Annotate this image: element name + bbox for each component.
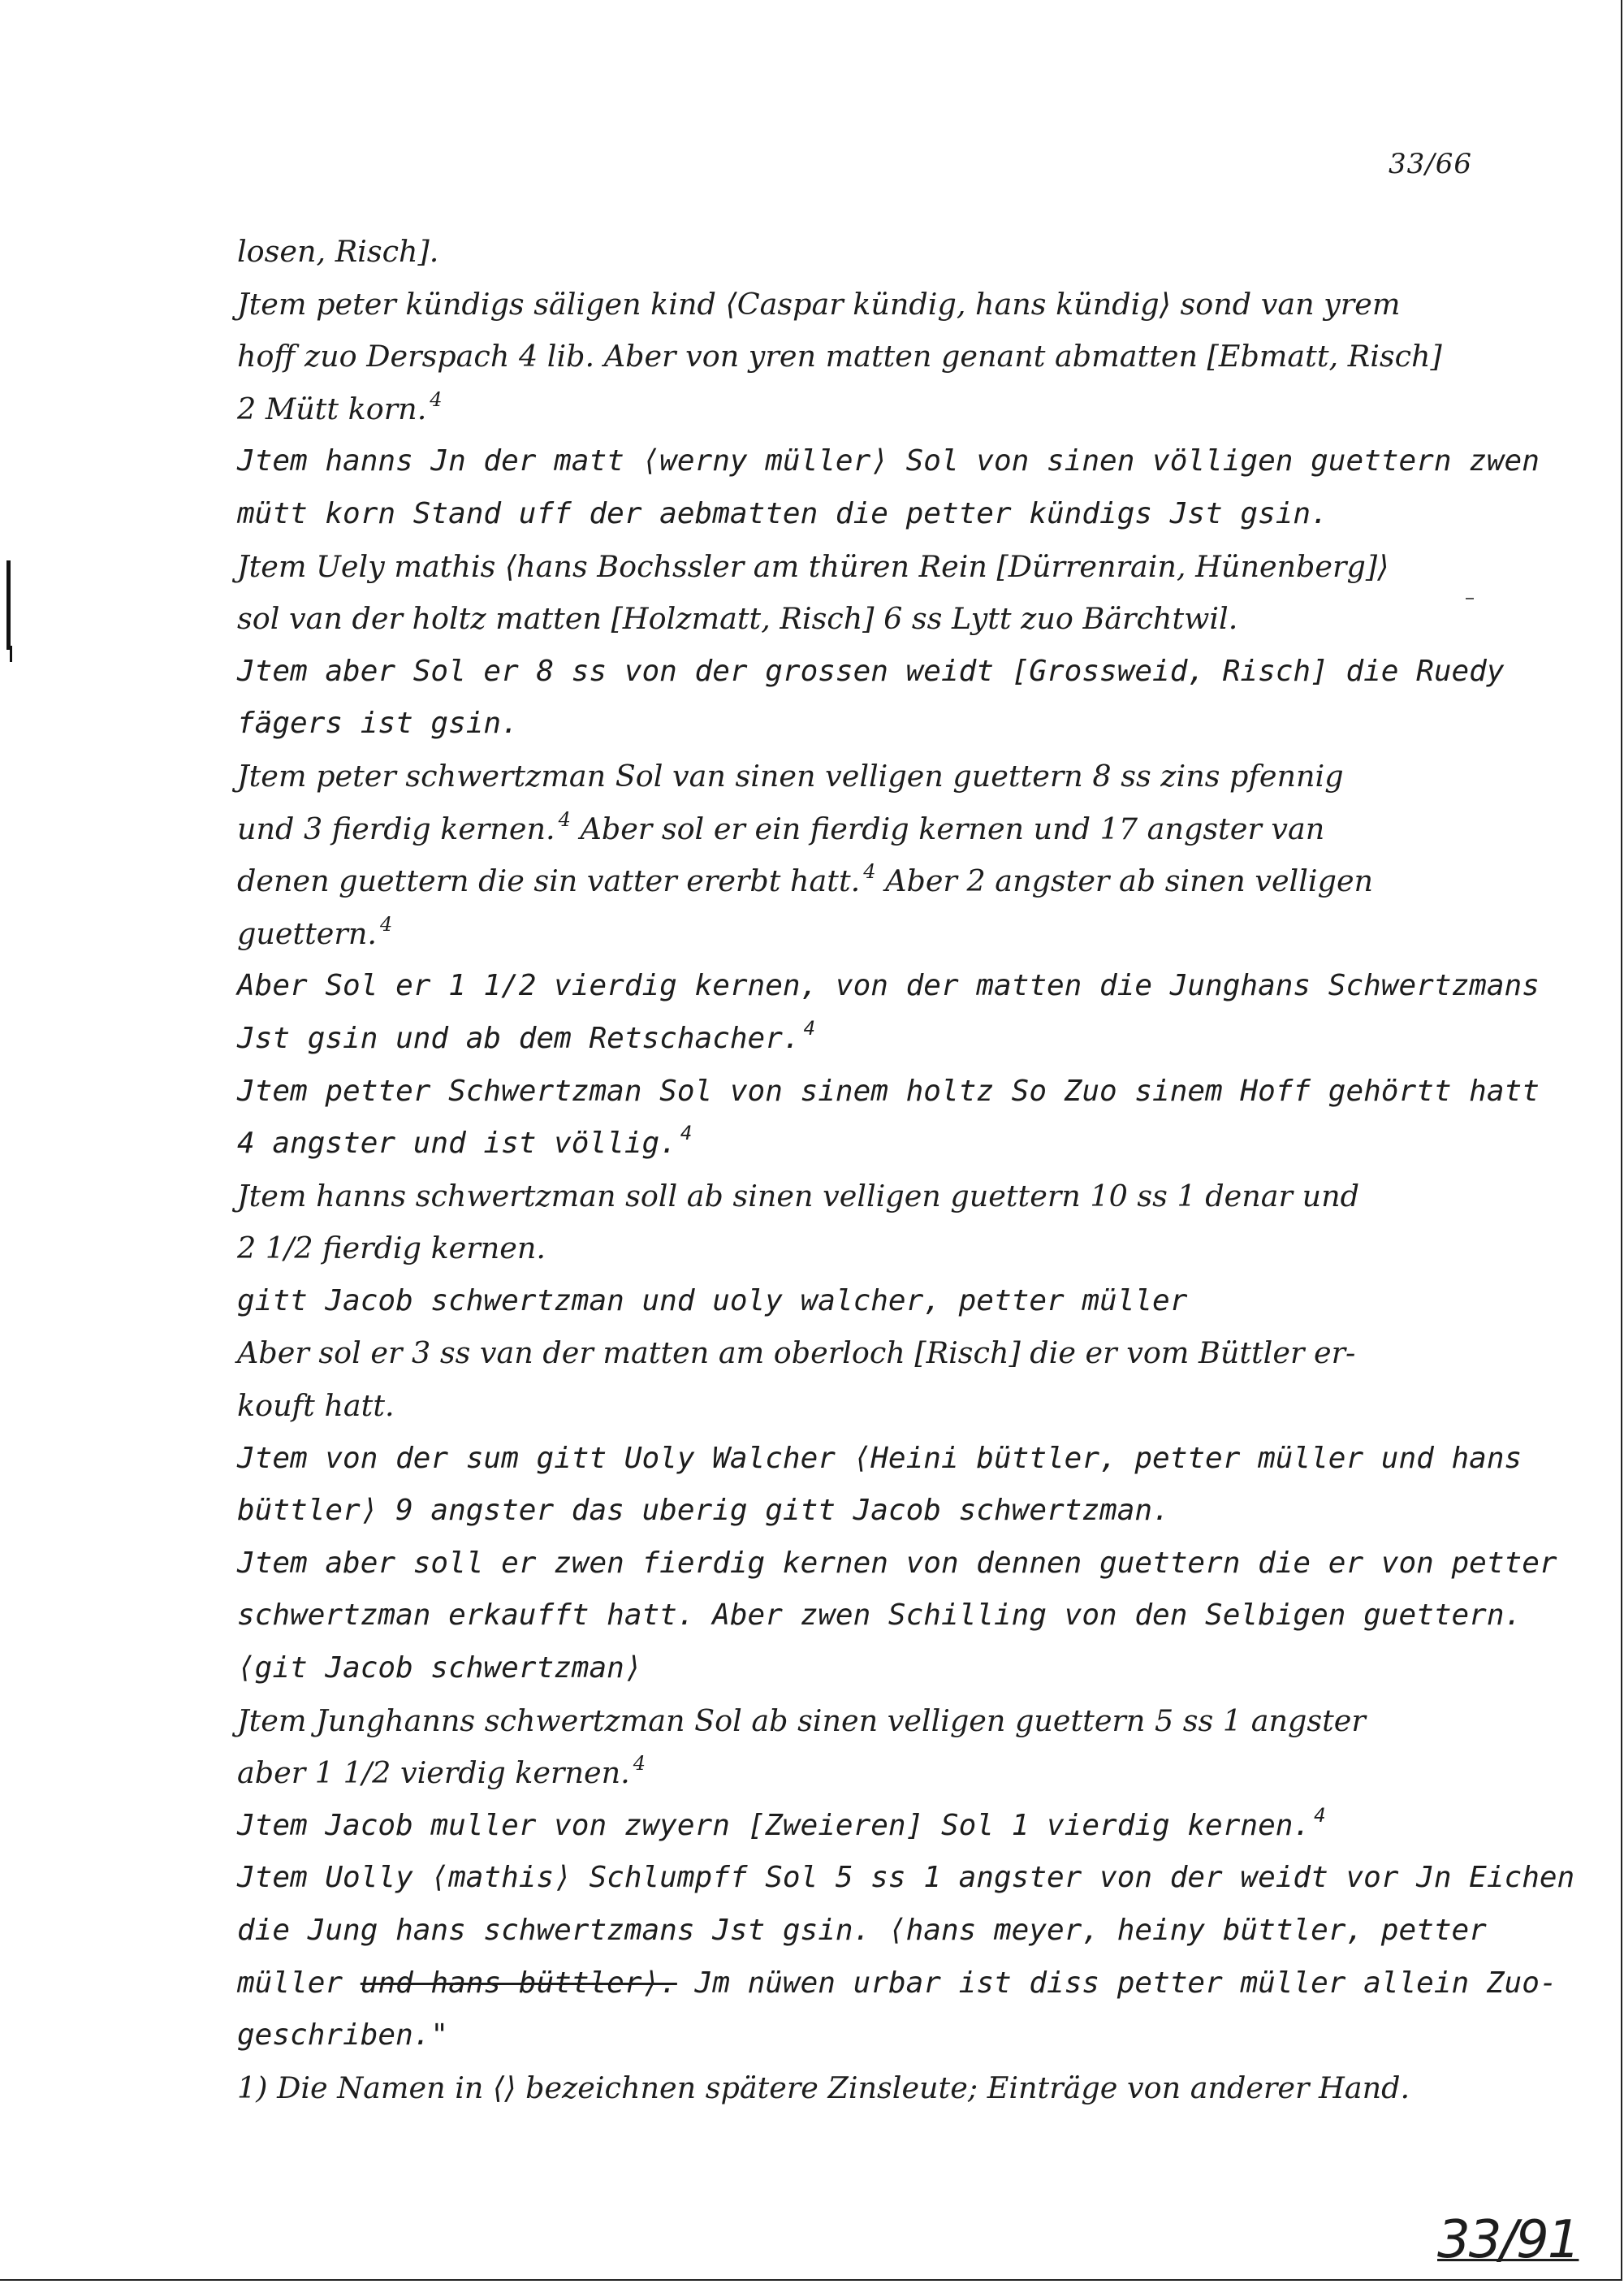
- text-line: 2 Mütt korn. $^4$: [237, 387, 443, 426]
- text-line: kouft hatt.: [237, 1388, 395, 1424]
- footnote-marker: 4: [863, 860, 876, 884]
- footnote-marker: 4: [633, 1752, 646, 1776]
- footnote-text: 1) Die Namen in ⟨⟩ bezeichnen spätere Zinsleute; Einträge von anderer Hand.: [237, 2070, 1410, 2105]
- text-line: Aber Sol er 1 1/2 vierdig kernen, von der matten die Junghans Schwertzmans: [237, 969, 1540, 1003]
- text-line: schwertzman erkaufft hatt. Aber zwen Schilling von den Selbigen guettern.: [237, 1598, 1522, 1633]
- text-line: 2 1/2 fierdig kernen.: [237, 1231, 546, 1266]
- text-line: Jtem hanns Jn der matt ⟨werny müller⟩ Sol von sinen völligen guettern zwen: [237, 444, 1540, 478]
- footnote-marker: 4: [1314, 1803, 1326, 1827]
- text-line: fägers ist gsin.: [237, 707, 519, 741]
- text-line: geschriben.": [237, 2018, 449, 2053]
- text-line: denen guettern die sin vatter ererbt hatt. $^4$ Aber 2 angster ab sinen velligen: [237, 860, 1374, 899]
- document-body: [237, 226, 1575, 2114]
- text-line: 4 angster und ist völlig. $^4$: [237, 1122, 693, 1161]
- text-line: Jtem aber soll er zwen fierdig kernen von dennen guettern die er von petter: [237, 1546, 1557, 1580]
- text-line: Jtem Junghanns schwertzman Sol ab sinen velligen guettern 5 ss 1 angster: [237, 1702, 1366, 1738]
- footnote-marker: 4: [430, 387, 443, 411]
- archive-number: 33/91: [1437, 2210, 1579, 2270]
- footnote-marker: 4: [680, 1122, 693, 1145]
- text-line: mütt korn Stand uff der aebmatten die petter kündigs Jst gsin.: [237, 496, 1328, 530]
- text-line: Jtem aber Sol er 8 ss von der grossen weidt [Grossweid, Risch] die Ruedy: [237, 654, 1505, 688]
- text-line: Aber sol er 3 ss van der matten am oberloch [Risch] die er vom Büttler er-: [237, 1335, 1356, 1371]
- margin-tick-mark: [10, 646, 12, 662]
- text-line: Jtem petter Schwertzman Sol von sinem holtz So Zuo sinem Hoff gehörtt hatt: [237, 1074, 1540, 1108]
- text-line: und 3 fierdig kernen. $^4$ Aber sol er ein fierdig kernen und 17 angster van: [237, 807, 1325, 846]
- text-line: losen, Risch].: [237, 234, 439, 269]
- text-line: guettern. $^4$: [237, 912, 393, 951]
- text-line: Jtem Uolly ⟨mathis⟩ Schlumpff Sol 5 ss 1 angster von der weidt vor Jn Eichen: [237, 1861, 1575, 1895]
- footnote-marker: 4: [379, 912, 393, 936]
- text-line: die Jung hans schwertzmans Jst gsin. ⟨hans meyer, heiny büttler, petter: [237, 1914, 1487, 1947]
- page-number: 33/66: [1389, 148, 1472, 180]
- text-line: aber 1 1/2 vierdig kernen. $^4$: [237, 1752, 646, 1791]
- text-line: Jtem von der sum gitt Uoly Walcher ⟨Heini büttler, petter müller und hans: [237, 1441, 1522, 1475]
- text-line: büttler⟩ 9 angster das uberig gitt Jacob schwertzman.: [237, 1494, 1170, 1528]
- text-line: hoff zuo Derspach 4 lib. Aber von yren matten genant abmatten [Ebmatt, Risch]: [237, 339, 1442, 374]
- text-line: ⟨git Jacob schwertzman⟩: [237, 1651, 642, 1685]
- footnote-marker: 4: [558, 807, 571, 831]
- text-line: Jtem peter schwertzman Sol van sinen velligen guettern 8 ss zins pfennig: [237, 758, 1344, 794]
- text-line: müller und hans büttler⟩. Jm nüwen urbar ist diss petter müller allein Zuo-: [237, 1966, 1557, 2000]
- text-line: Jtem hanns schwertzman soll ab sinen velligen guettern 10 ss 1 denar und: [237, 1178, 1359, 1213]
- text-line: Jtem peter kündigs säligen kind ⟨Caspar kündig, hans kündig⟩ sond van yrem: [237, 286, 1401, 322]
- margin-bracket-mark: [6, 560, 11, 650]
- text-line: sol van der holtz matten [Holzmatt, Risch] 6 ss Lytt zuo Bärchtwil.: [237, 601, 1238, 637]
- text-line: Jtem Jacob muller von zwyern [Zweieren] Sol 1 vierdig kernen. $^4$: [237, 1803, 1326, 1842]
- footnote-marker: 4: [803, 1016, 816, 1040]
- text-line: gitt Jacob schwertzman und uoly walcher, petter müller: [237, 1283, 1188, 1317]
- struck-text: und hans büttler⟩.: [360, 1966, 677, 2000]
- text-line: Jtem Uely mathis ⟨hans Bochssler am thüren Rein [Dürrenrain, Hünenberg]⟩: [237, 548, 1389, 584]
- text-line: Jst gsin und ab dem Retschacher. $^4$: [237, 1016, 816, 1055]
